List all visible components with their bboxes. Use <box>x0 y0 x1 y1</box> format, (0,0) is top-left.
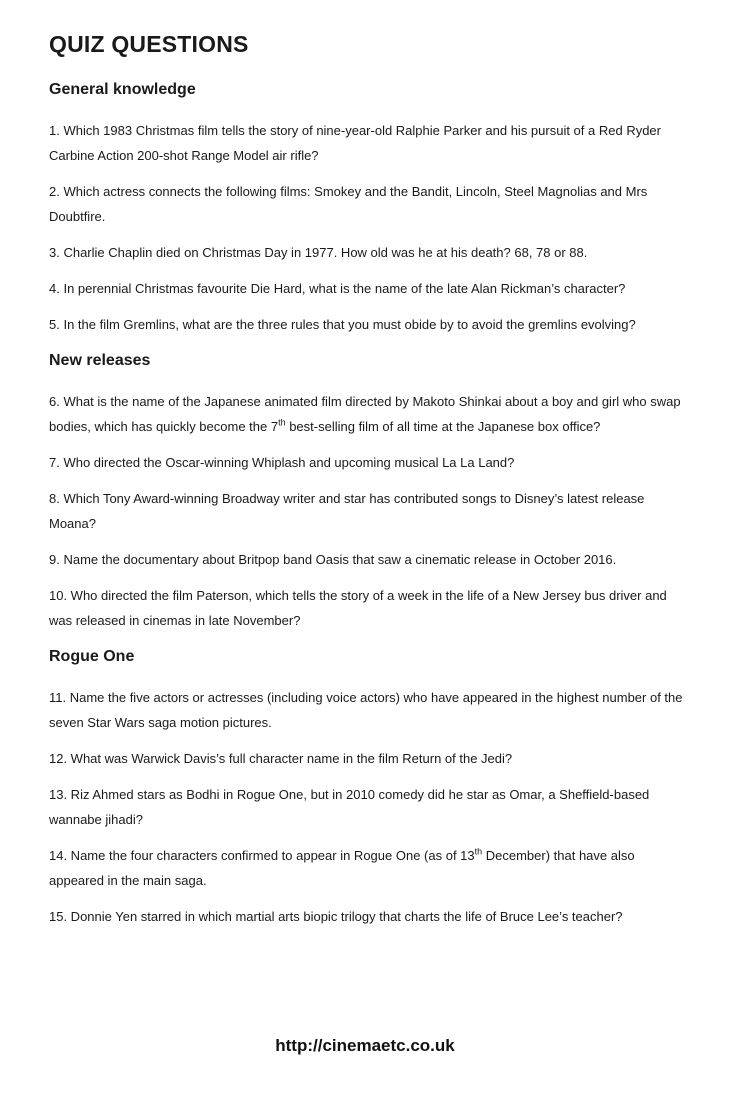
section-new-releases <box>49 351 684 633</box>
superscript-ordinal: th <box>278 417 286 428</box>
question-3: 3. Charlie Chaplin died on Christmas Day in 1977. How old was he at his death? 68, 78 or 88. <box>49 245 588 260</box>
section-rogue-one <box>49 647 684 929</box>
question-4: 4. In perennial Christmas favourite Die Hard, what is the name of the late Alan Rickman’s character? <box>49 281 626 296</box>
question-1: 1. Which 1983 Christmas film tells the story of nine-year-old Ralphie Parker and his pursuit of a Red Ryder Carbine Action 200-shot Range Model air rifle? <box>49 123 661 163</box>
question-6-pre: 6. What is the name of the Japanese animated film directed by Makoto Shinkai about a boy and girl who swap bodies, which has quickly become the 7 <box>49 394 681 434</box>
footer-url: http://cinemaetc.co.uk <box>275 1036 455 1055</box>
section-heading-rogue-one: Rogue One <box>49 648 135 665</box>
question-5: 5. In the film Gremlins, what are the three rules that you must obide by to avoid the gremlins evolving? <box>49 317 636 332</box>
question-14-post: December) that have also appeared in the main saga. <box>49 848 635 888</box>
question-11: 11. Name the five actors or actresses (including voice actors) who have appeared in the highest number of the seven Star Wars saga motion pictures. <box>49 690 683 730</box>
question-2: 2. Which actress connects the following films: Smokey and the Bandit, Lincoln, Steel Magnolias and Mrs Doubtfire. <box>49 184 648 224</box>
question-10: 10. Who directed the film Paterson, which tells the story of a week in the life of a New Jersey bus driver and was released in cinemas in late November? <box>49 588 667 628</box>
question-12: 12. What was Warwick Davis’s full character name in the film Return of the Jedi? <box>49 751 513 766</box>
question-13: 13. Riz Ahmed stars as Bodhi in Rogue One, but in 2010 comedy did he star as Omar, a Sheffield-based wannabe jihadi? <box>49 787 650 827</box>
question-15: 15. Donnie Yen starred in which martial arts biopic trilogy that charts the life of Bruce Lee’s teacher? <box>49 909 623 924</box>
question-6 <box>49 389 684 439</box>
question-9: 9. Name the documentary about Britpop band Oasis that saw a cinematic release in October 2016. <box>49 552 617 567</box>
question-14 <box>49 843 684 893</box>
question-14-pre: 14. Name the four characters confirmed to appear in Rogue One (as of 13 <box>49 848 475 863</box>
question-6-post: best-selling film of all time at the Japanese box office? <box>285 419 601 434</box>
superscript-ordinal: th <box>474 846 483 857</box>
question-8: 8. Which Tony Award-winning Broadway writer and star has contributed songs to Disney’s latest release Moana? <box>49 491 645 531</box>
section-heading-new-releases: New releases <box>49 352 151 369</box>
question-7: 7. Who directed the Oscar-winning Whiplash and upcoming musical La La Land? <box>49 455 515 470</box>
page-title: QUIZ QUESTIONS <box>49 31 249 57</box>
section-heading-general-knowledge: General knowledge <box>49 81 196 98</box>
section-general-knowledge <box>49 80 684 337</box>
